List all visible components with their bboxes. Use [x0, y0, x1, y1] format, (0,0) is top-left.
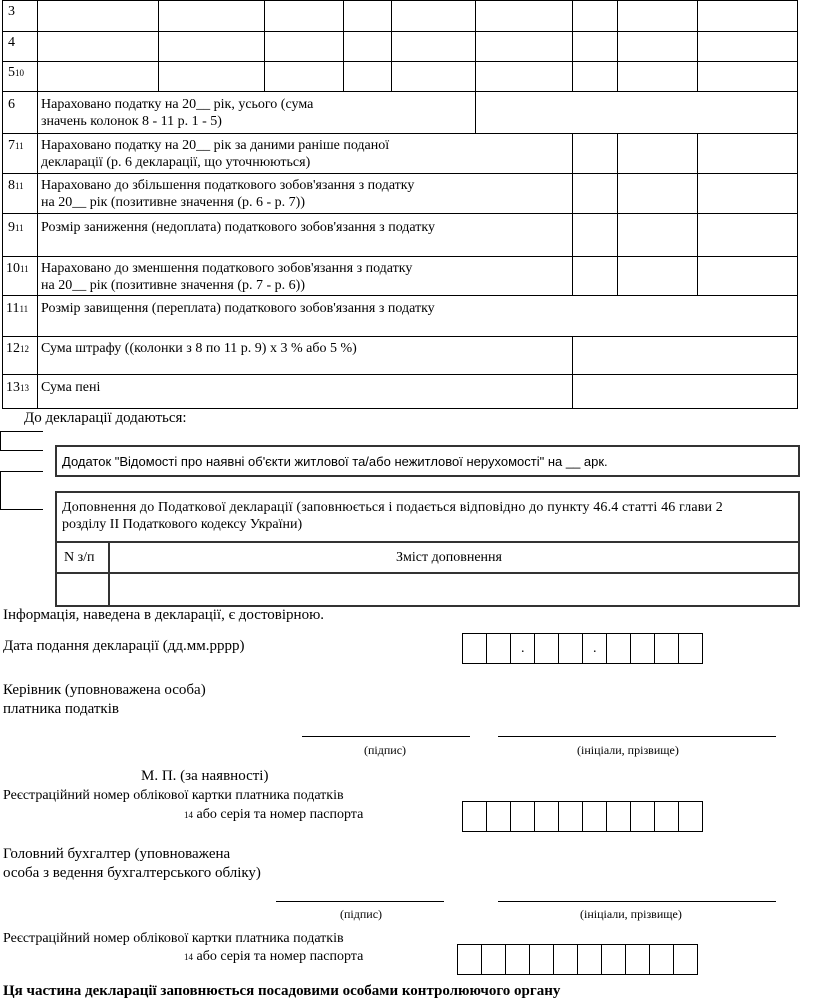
accountant-initials-caption: (ініціали, прізвище)	[580, 907, 682, 921]
supplement-label: Доповнення до Податкової декларації (заповнюється і подається відповідно до пункту 46.4 статті 46 глави 2 розділу II Податкового кодексу України)	[62, 500, 723, 532]
head-signature-caption: (підпис)	[364, 743, 407, 757]
row-description: Нараховано до зменшення податкового зобов'язання з податку на 20__ рік (позитивне значення (р. 7 - р. 6))	[41, 261, 413, 293]
row-description: Сума штрафу ((колонки з 8 по 11 р. 9) х 3 % або 5 %)	[41, 341, 357, 356]
stamp-label: М. П. (за наявності)	[141, 768, 269, 784]
row-number: 711	[8, 138, 24, 153]
row-number: 6	[8, 97, 15, 112]
accountant-initials-line[interactable]	[498, 901, 776, 902]
row-number: 4	[8, 35, 15, 50]
row-number: 1313	[6, 380, 29, 395]
annex-label: Додаток "Відомості про наявні об'єкти житлової та/або нежитлової нерухомості" на __ арк.	[62, 454, 608, 469]
accountant-reg-number-label: Реєстраційний номер облікової картки платника податків	[3, 931, 344, 946]
accountant-signature-line[interactable]	[276, 901, 444, 902]
accountant-signature-caption: (підпис)	[340, 907, 383, 921]
row-description: Розмір завищення (переплата) податкового зобов'язання з податку	[41, 301, 435, 316]
row-number: 1011	[6, 261, 29, 276]
head-passport-label: 14 або серія та номер паспорта	[184, 807, 364, 822]
head-reg-number-label: Реєстраційний номер облікової картки платника податків	[3, 788, 344, 803]
accountant-passport-label: 14 або серія та номер паспорта	[184, 949, 364, 964]
row-number: 811	[8, 178, 24, 193]
head-label: Керівник (уповноважена особа) платника податків	[3, 682, 206, 717]
row-description: Нараховано податку на 20__ рік, усього (сума значень колонок 8 - 11 р. 1 - 5)	[41, 97, 314, 129]
date-label: Дата подання декларації (дд.мм.рррр)	[3, 638, 245, 654]
head-initials-caption: (ініціали, прізвище)	[577, 743, 679, 757]
reliability-statement: Інформація, наведена в декларації, є достовірною.	[3, 607, 325, 623]
supplement-col-number: N з/п	[64, 550, 95, 565]
row-description: Нараховано податку на 20__ рік за даними раніше поданої декларації (р. 6 декларації, що уточнюються)	[41, 138, 390, 170]
attachments-heading: До декларації додаються:	[24, 410, 187, 426]
head-signature-line[interactable]	[302, 736, 470, 737]
row-number: 1111	[6, 301, 29, 316]
row-description: Розмір заниження (недоплата) податкового зобов'язання з податку	[41, 220, 435, 235]
controller-note: Ця частина декларації заповнюється посадовими особами контролюючого органу	[3, 983, 561, 999]
row-number: 911	[8, 220, 24, 235]
supplement-row[interactable]	[110, 574, 798, 605]
accountant-label: Головний бухгалтер (уповноважена особа з ведення бухгалтерського обліку)	[3, 846, 261, 881]
row-description: Сума пені	[41, 380, 101, 395]
row-description: Нараховано до збільшення податкового зобов'язання з податку на 20__ рік (позитивне значення (р. 6 - р. 7))	[41, 178, 415, 210]
row-number: 510	[8, 65, 24, 80]
row-number: 1212	[6, 341, 29, 356]
head-initials-line[interactable]	[498, 736, 776, 737]
row-number: 3	[8, 4, 15, 19]
supplement-col-content: Зміст доповнення	[396, 550, 502, 565]
